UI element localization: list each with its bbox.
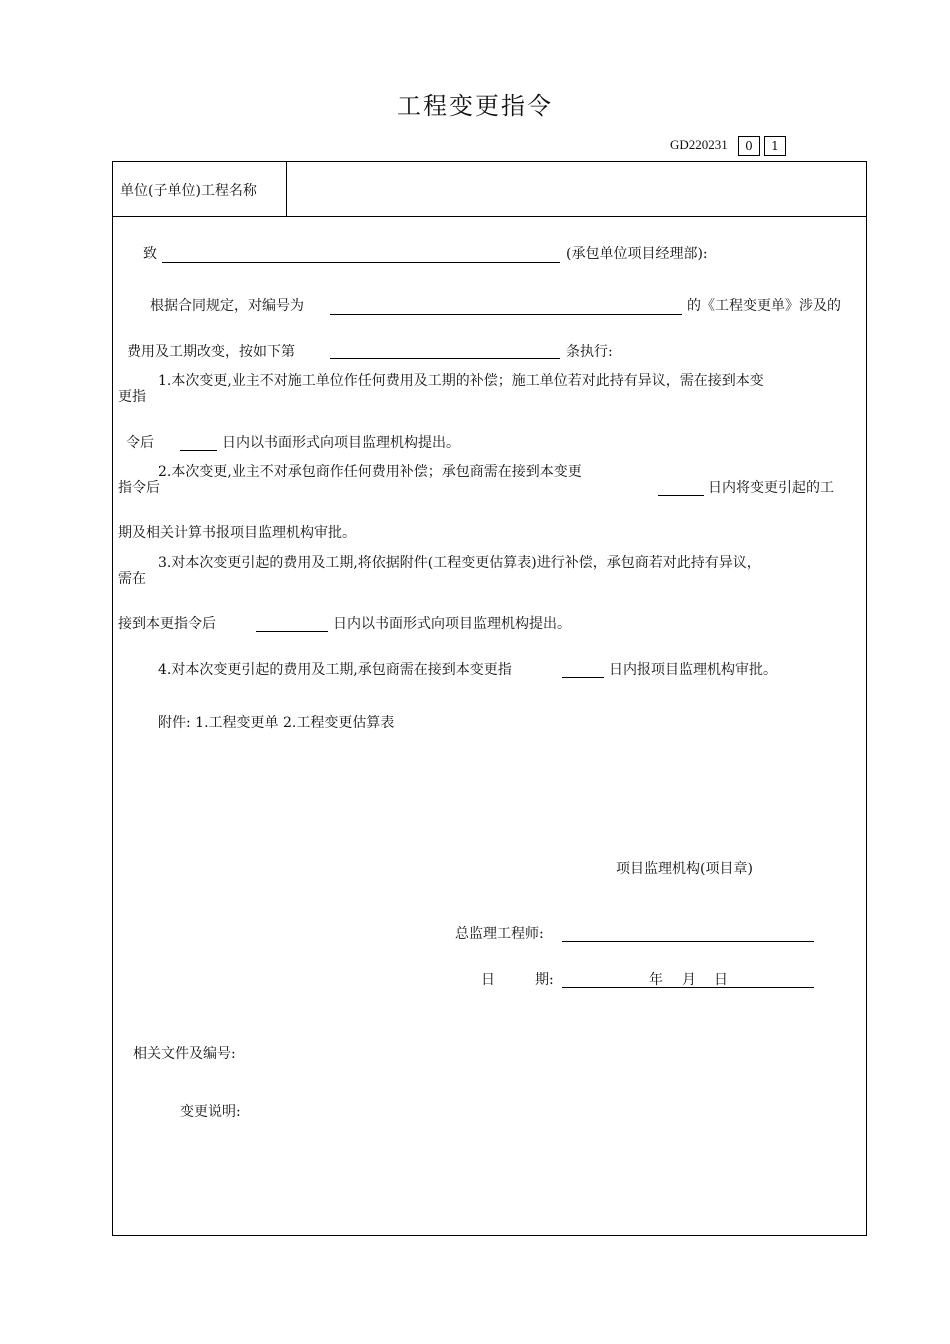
- item3-line3-end: 日内以书面形式向项目监理机构提出。: [333, 616, 571, 632]
- para2-start: 费用及工期改变，按如下第: [127, 344, 295, 360]
- date-label-2: 期:: [535, 972, 554, 988]
- org-seal-label: 项目监理机构(项目章): [616, 861, 753, 877]
- item1-line3-end: 日内以书面形式向项目监理机构提出。: [222, 435, 460, 451]
- header-column-divider: [286, 161, 287, 217]
- item2-days-field[interactable]: [658, 495, 704, 496]
- page-title: 工程变更指令: [397, 92, 553, 120]
- project-name-label: 单位(子单位)工程名称: [120, 183, 257, 199]
- to-label: 致: [143, 246, 157, 262]
- para1-start: 根据合同规定，对编号为: [150, 298, 304, 314]
- attachments: 附件: 1.工程变更单 2.工程变更估算表: [158, 715, 395, 731]
- item4-start: 4.对本次变更引起的费用及工期,承包商需在接到本变更指: [158, 662, 512, 678]
- item1-days-field[interactable]: [180, 450, 217, 451]
- code-box-1: 0: [738, 136, 760, 156]
- para2-end: 条执行:: [566, 344, 613, 360]
- header-divider: [112, 216, 867, 217]
- code-box-2: 1: [764, 136, 786, 156]
- item4-end: 日内报项目监理机构审批。: [609, 662, 777, 678]
- change-number-field[interactable]: [330, 314, 682, 315]
- related-docs-label: 相关文件及编号:: [133, 1046, 236, 1062]
- item1-line1: 1.本次变更,业主不对施工单位作任何费用及工期的补偿；施工单位若对此持有异议，需在接到本变: [158, 373, 764, 389]
- item3-line3-start: 接到本更指令后: [118, 616, 216, 632]
- item1-line2: 更指: [118, 389, 146, 405]
- item3-line1: 3.对本次变更引起的费用及工期,将依据附件(工程变更估算表)进行补偿，承包商若对此持有异议，: [158, 555, 761, 571]
- item1-line3-start: 令后: [126, 435, 154, 451]
- item2-line2: 指令后: [118, 480, 160, 496]
- change-description-label: 变更说明:: [180, 1104, 241, 1120]
- para1-end: 的《工程变更单》涉及的: [687, 298, 841, 314]
- item2-line1: 2.本次变更,业主不对承包商作任何费用补偿；承包商需在接到本变更: [158, 464, 582, 480]
- item2-line3: 期及相关计算书报项目监理机构审批。: [118, 525, 356, 541]
- clause-number-field[interactable]: [330, 358, 560, 359]
- date-day: 日: [714, 972, 728, 988]
- form-frame: [112, 161, 867, 1236]
- item3-days-field[interactable]: [256, 631, 328, 632]
- to-suffix: (承包单位项目经理部):: [566, 246, 708, 262]
- recipient-field[interactable]: [162, 262, 560, 263]
- item4-days-field[interactable]: [562, 677, 604, 678]
- chief-engineer-signature-field[interactable]: [562, 941, 814, 942]
- item3-line2: 需在: [118, 571, 146, 587]
- date-label-1: 日: [481, 972, 495, 988]
- date-month: 月: [682, 972, 696, 988]
- chief-engineer-label: 总监理工程师:: [455, 926, 544, 942]
- document-code: GD220231: [670, 137, 728, 152]
- item2-line2-end: 日内将变更引起的工: [708, 480, 834, 496]
- date-year: 年: [649, 972, 663, 988]
